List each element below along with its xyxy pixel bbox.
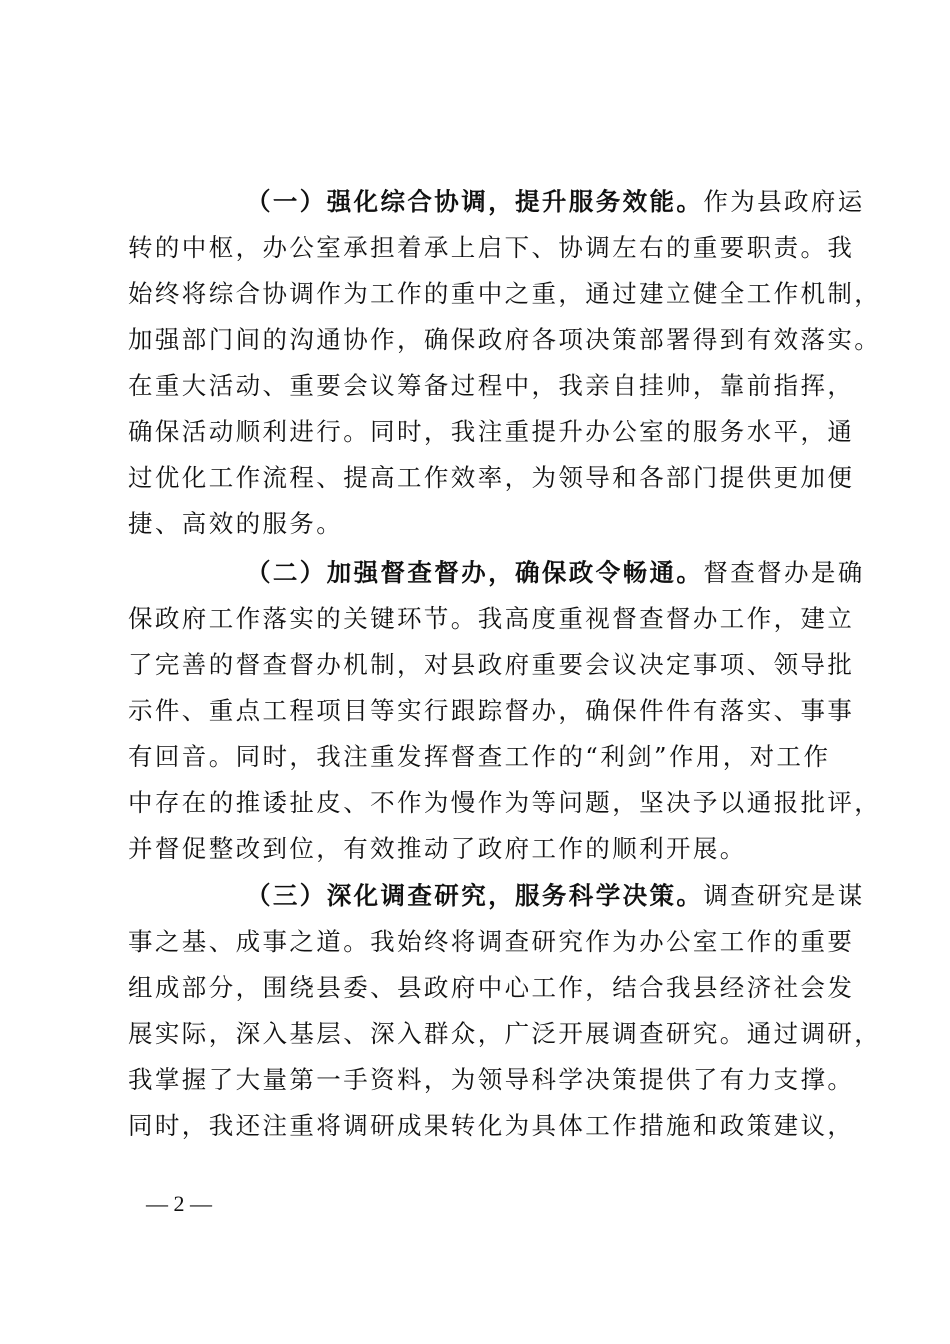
paragraph-2-line-4: 示件、重点工程项目等实行跟踪督办，确保件件有落实、事事 — [128, 696, 855, 725]
paragraph-2-text: 督查督办是确 — [703, 558, 865, 587]
page-number: — 2 — — [146, 1191, 212, 1216]
paragraph-3-line-6: 同时，我还注重将调研成果转化为具体工作措施和政策建议， — [128, 1111, 855, 1140]
paragraph-3-line-5: 我掌握了大量第一手资料，为领导科学决策提供了有力支撑。 — [128, 1065, 855, 1094]
paragraph-1-line-3: 始终将综合协调作为工作的重中之重，通过建立健全工作机制， — [128, 279, 882, 308]
paragraph-2-line-6: 中存在的推诿扯皮、不作为慢作为等问题，坚决予以通报批评， — [128, 788, 882, 817]
paragraph-2-line-1 — [246, 551, 865, 595]
paragraph-1-line-1 — [246, 180, 865, 224]
paragraph-1-line-5: 在重大活动、重要会议筹备过程中，我亲自挂帅，靠前指挥， — [128, 371, 855, 400]
paragraph-1-line-8: 捷、高效的服务。 — [128, 509, 344, 538]
paragraph-2-heading: （二）加强督查督办，确保政令畅通。 — [246, 558, 704, 587]
paragraph-1-line-2: 转的中枢，办公室承担着承上启下、协调左右的重要职责。我 — [128, 233, 855, 262]
paragraph-3-heading: （三）深化调查研究，服务科学决策。 — [246, 881, 704, 910]
paragraph-3-line-4: 展实际，深入基层、深入群众，广泛开展调查研究。通过调研， — [128, 1019, 882, 1048]
paragraph-2-line-7: 并督促整改到位，有效推动了政府工作的顺利开展。 — [128, 834, 747, 863]
paragraph-3-line-3: 组成部分，围绕县委、县政府中心工作，结合我县经济社会发 — [128, 973, 855, 1002]
paragraph-2-line-2: 保政府工作落实的关键环节。我高度重视督查督办工作，建立 — [128, 604, 855, 633]
paragraph-2-line-5: 有回音。同时，我注重发挥督查工作的“利剑”作用，对工作 — [128, 742, 831, 771]
paragraph-3-text: 调查研究是谋 — [703, 881, 865, 910]
paragraph-1-text: 作为县政府运 — [703, 187, 865, 216]
paragraph-3-line-1 — [246, 874, 865, 918]
paragraph-3-line-2: 事之基、成事之道。我始终将调查研究作为办公室工作的重要 — [128, 927, 855, 956]
paragraph-1-line-6: 确保活动顺利进行。同时，我注重提升办公室的服务水平，通 — [128, 417, 855, 446]
paragraph-1-heading: （一）强化综合协调，提升服务效能。 — [246, 187, 704, 216]
paragraph-2-line-3: 了完善的督查督办机制，对县政府重要会议决定事项、领导批 — [128, 650, 855, 679]
paragraph-1-line-7: 过优化工作流程、提高工作效率，为领导和各部门提供更加便 — [128, 463, 855, 492]
paragraph-1-line-4: 加强部门间的沟通协作，确保政府各项决策部署得到有效落实。 — [128, 325, 882, 354]
